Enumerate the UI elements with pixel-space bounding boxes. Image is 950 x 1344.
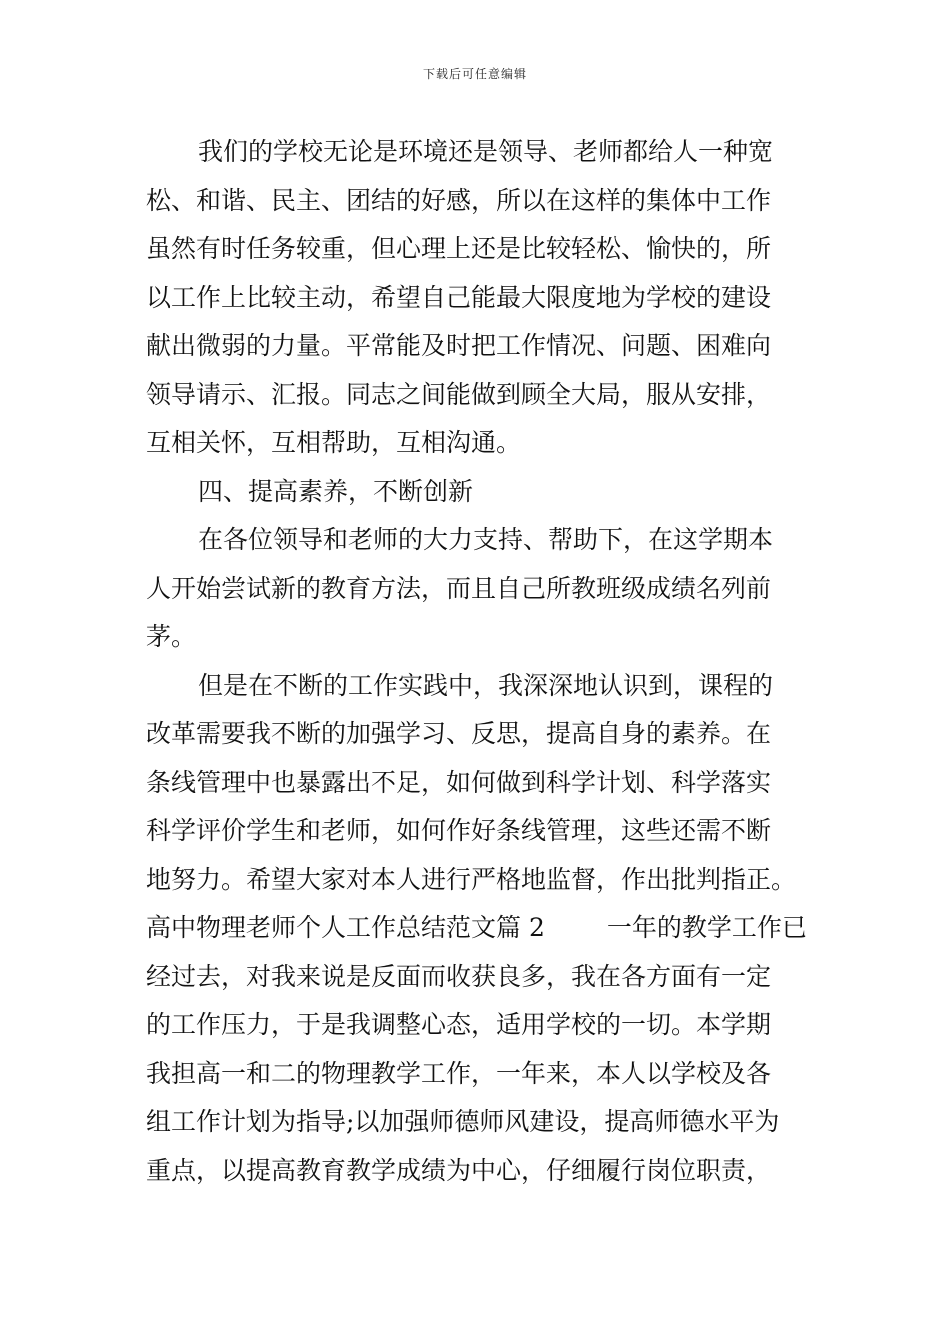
paragraph-line: 经过去，对我来说是反面而收获良多，我在各方面有一定 [146,961,772,991]
page-header: 下载后可任意编辑 [422,67,527,81]
paragraph-line: 茅。 [146,622,197,651]
paragraph-line: 献出微弱的力量。平常能及时把工作情况、问题、困难向 [146,331,772,360]
paragraph-line: 虽然有时任务较重，但心理上还是比较轻松、愉快的，所 [146,234,772,263]
paragraph-line: 人开始尝试新的教育方法，而且自己所教班级成绩名列前 [146,573,772,603]
article-title: 高中物理老师个人工作总结范文篇 2 [146,913,545,942]
paragraph-line: 条线管理中也暴露出不足，如何做到科学计划、科学落实 [146,767,772,797]
paragraph-line: 以工作上比较主动，希望自己能最大限度地为学校的建设 [146,282,772,312]
paragraph-line: 的工作压力，于是我调整心态，适用学校的一切。本学期 [146,1010,772,1039]
section-heading: 四、提高素养，不断创新 [198,476,474,506]
paragraph-line: 领导请示、汇报。同志之间能做到顾全大局，服从安排， [146,379,772,409]
paragraph-line: 科学评价学生和老师，如何作好条线管理，这些还需不断 [146,816,772,845]
article-title-line [146,904,808,953]
paragraph-line: 改革需要我不断的加强学习、反思，提高自身的素养。在 [146,719,772,748]
document-body [146,128,808,1195]
paragraph-line: 在各位领导和老师的大力支持、帮助下，在这学期本 [198,525,774,554]
paragraph-line: 互相关怀，互相帮助，互相沟通。 [146,428,522,457]
paragraph-line: 地努力。希望大家对本人进行严格地监督，作出批判指正。 [146,864,797,894]
paragraph-line: 我们的学校无论是环境还是领导、老师都给人一种宽 [198,137,774,166]
paragraph-line: 重点，以提高教育教学成绩为中心，仔细履行岗位职责， [146,1155,772,1185]
paragraph-line: 松、和谐、民主、团结的好感，所以在这样的集体中工作 [146,185,772,215]
paragraph-line: 但是在不断的工作实践中，我深深地认识到，课程的 [198,670,774,700]
paragraph-start: 一年的教学工作已 [606,913,807,942]
paragraph-line: 组工作计划为指导;以加强师德师风建设，提高师德水平为 [146,1107,780,1136]
paragraph-line: 我担高一和二的物理教学工作，一年来，本人以学校及各 [146,1058,772,1088]
